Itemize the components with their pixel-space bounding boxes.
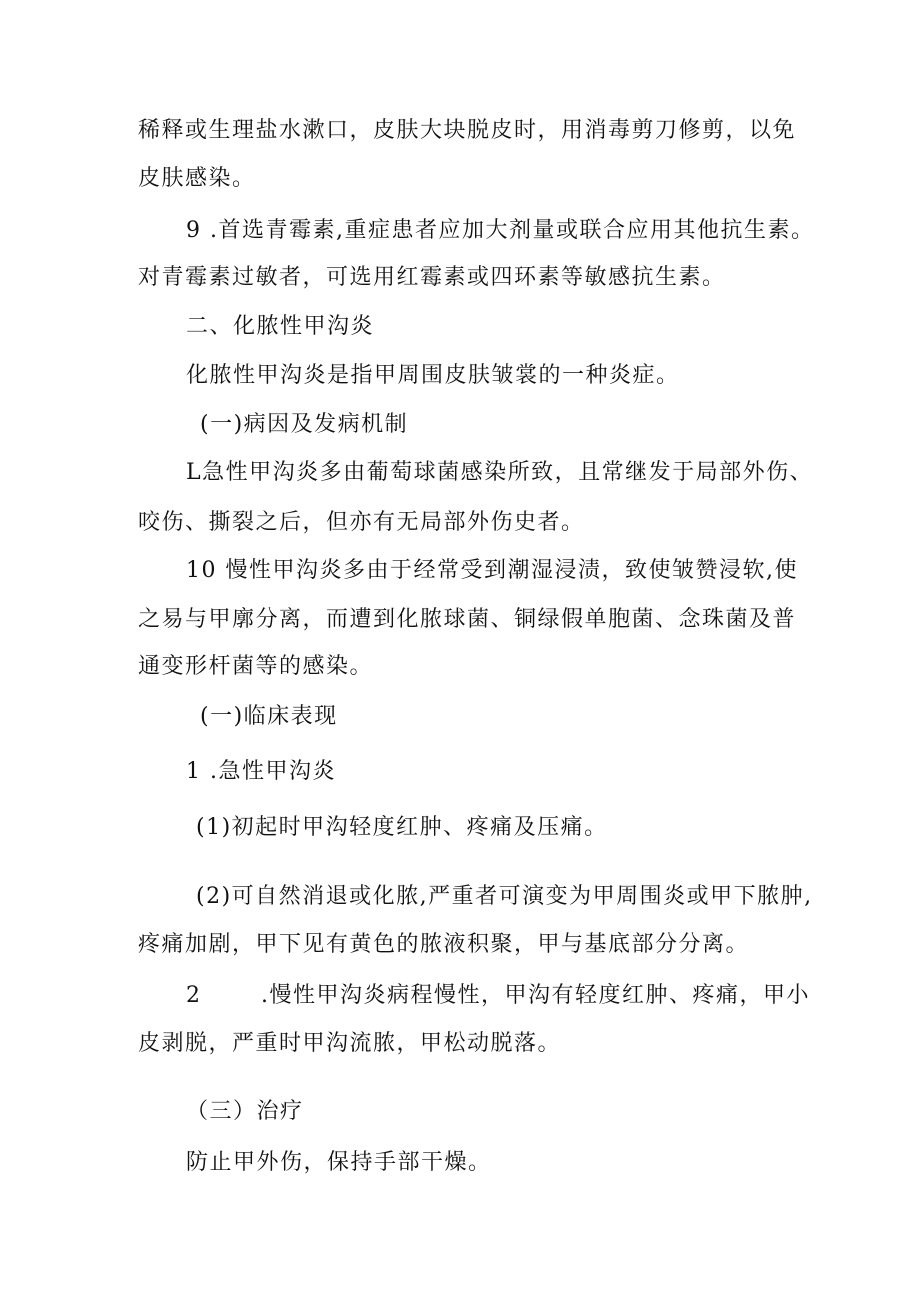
text-line-10: 10 慢性甲沟炎多由于经常受到潮湿浸渍，致使皱赞浸软,使 (186, 558, 798, 583)
text-line-18: 2 .慢性甲沟炎病程慢性，甲沟有轻度红肿、疼痛，甲小 (186, 983, 810, 1008)
text-line-2: 皮肤感染。 (138, 166, 256, 191)
text-line-3: 9 .首选青霉素,重症患者应加大剂量或联合应用其他抗生素。 (186, 218, 815, 243)
subsection-heading-etiology: (一)病因及发病机制 (200, 412, 409, 437)
section-heading: 二、化脓性甲沟炎 (186, 314, 375, 339)
subsection-heading-clinical: (一)临床表现 (200, 704, 338, 729)
text-line-4: 对青霉素过敏者，可选用红霉素或四环素等敏感抗生素。 (138, 265, 726, 290)
text-line-9: 咬伤、撕裂之后，但亦有无局部外伤史者。 (138, 510, 585, 535)
text-line-21: 防止甲外伤，保持手部干燥。 (186, 1150, 492, 1175)
text-line-19: 皮剥脱，严重时甲沟流脓，甲松动脱落。 (138, 1031, 562, 1056)
text-line-17: 疼痛加剧，甲下见有黄色的脓液积聚，甲与基底部分分离。 (138, 932, 750, 957)
text-line-1: 稀释或生理盐水漱口，皮肤大块脱皮时，用消毒剪刀修剪，以免 (138, 118, 797, 143)
text-line-15: (1)初起时甲沟轻度红肿、疼痛及压痛。 (196, 815, 608, 840)
text-line-12: 通变形杆菌等的感染。 (138, 654, 374, 679)
text-line-6: 化脓性甲沟炎是指甲周围皮肤皱裳的一种炎症。 (186, 363, 680, 388)
text-line-11: 之易与甲廓分离，而遭到化脓球菌、铜绿假单胞菌、念珠菌及普 (138, 607, 797, 632)
text-line-16: (2)可自然消退或化脓,严重者可演变为甲周围炎或甲下脓肿, (196, 884, 813, 909)
subsection-heading-treatment: （三）治疗 (186, 1099, 304, 1124)
text-line-14: 1 .急性甲沟炎 (186, 759, 336, 784)
text-line-8: L急性甲沟炎多由葡萄球菌感染所致，且常继发于局部外伤、 (186, 460, 814, 485)
